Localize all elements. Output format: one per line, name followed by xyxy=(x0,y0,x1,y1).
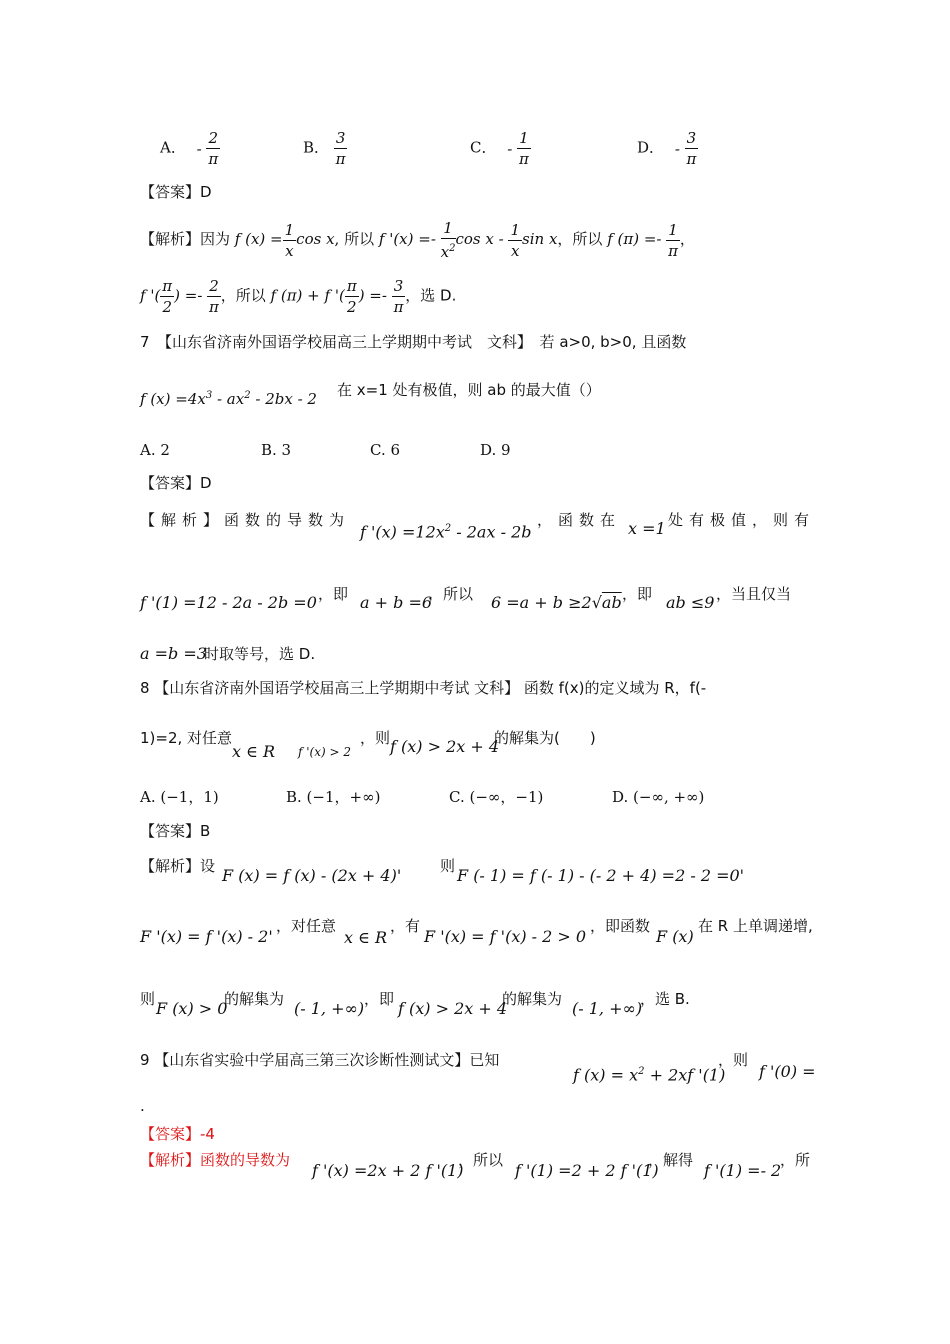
option-b-fraction: $\frac{3}{\pi}$ xyxy=(335,129,346,168)
q8-Fx: F (x) xyxy=(656,927,694,946)
option-b-label: B． xyxy=(303,138,330,157)
q8-ineq: f (x) > 2x + 4 xyxy=(390,737,500,756)
q7-analysis-a1: 【解析】函数的导数为 xyxy=(140,511,351,529)
q8-header: 8 【山东省济南外国语学校届高三上学期期中考试 文科】 函数 f(x)的定义域为 R，f(- xyxy=(140,679,707,697)
option-c-fraction: $\frac{1}{\pi}$ xyxy=(518,129,529,168)
q6-analysis-line1: 【解析】因为 f (x) = $\frac{1}{x}$ cos x, 所以 f '(x) =- $\frac{1}{x^2}$ cos x - $\frac{1}{x}$ sin x，所以 f (π) =- $\frac{1}{\pi}$ ， xyxy=(140,219,695,261)
q9-func: f $(x) = x^2 + 2xf$ '(1) xyxy=(573,1065,726,1085)
q8-option-b: B. (−1，+∞) xyxy=(286,788,381,806)
q8-set1: (- 1, +∞) xyxy=(294,999,365,1018)
q6-analysis-line2: f '( $\frac{\pi}{2}$ ) =- $\frac{2}{\pi}$ ，所以 f (π) + f '( $\frac{\pi}{2}$ ) =- $\frac{3}{\pi}$ ，选 D. xyxy=(140,277,457,316)
q9-analysis-a2: ，所以 xyxy=(458,1151,504,1169)
q7-option-c: C. 6 xyxy=(370,441,401,459)
q8-analysis-a1: 【解析】设 xyxy=(140,857,216,875)
q7-analysis-a5: ，所以 xyxy=(428,585,474,603)
q9-analysis-a1: 【解析】函数的导数为 xyxy=(140,1151,291,1169)
q8-analysis-c5: ，选 B. xyxy=(640,990,690,1008)
q7-condition: 在 x=1 处有极值，则 ab 的最大值（） xyxy=(337,381,601,399)
q8-line2c: 的解集为( ) xyxy=(494,729,596,747)
q7-ab: ab ≤9 xyxy=(666,593,715,612)
q7-option-d: D. 9 xyxy=(480,441,511,459)
q9-analysis-a4: ，所 xyxy=(780,1151,811,1169)
q9-deriv: f '(x) =2x + 2 f '(1) xyxy=(312,1161,464,1180)
q7-x-eq: x =1 xyxy=(628,519,666,538)
q8-analysis-b3: ，即函数 xyxy=(590,917,651,935)
option-d-fraction: $\frac{3}{\pi}$ xyxy=(686,129,697,168)
q9-result: f '(1) =- 2 xyxy=(704,1161,782,1180)
q8-option-c: C. (−∞，−1) xyxy=(449,788,544,806)
q9-f1: f '(1) =2 + 2 f '(1) xyxy=(515,1161,659,1180)
q7-analysis-a8: 时取等号，选 D. xyxy=(204,645,316,663)
q7-header: 7 【山东省济南外国语学校届高三上学期期中考试 文科】 若 a>0, b>0, 且函数 xyxy=(140,333,687,351)
q8-set2: (- 1, +∞) xyxy=(572,999,643,1018)
q9-f0: f '(0) = xyxy=(759,1062,816,1081)
q8-Fdef: F (x) = f (x) - (2x + 4)' xyxy=(222,866,402,885)
option-a: A． - $\frac{2}{\pi}$ xyxy=(160,129,219,168)
q8-Fprime: F '(x) = f '(x) - 2' xyxy=(140,927,273,946)
q7-option-a: A. 2 xyxy=(140,441,170,459)
q8-analysis-c4: 的解集为 xyxy=(502,990,563,1008)
q8-analysis-c1: 则 xyxy=(140,990,156,1008)
q7-equal: a =b =3 xyxy=(140,644,207,663)
q8-analysis-b2: ，有 xyxy=(390,917,421,935)
q8-Fpos: F (x) > 0 xyxy=(156,999,228,1018)
q8-ineq2: f (x) > 2x + 4 xyxy=(398,999,508,1018)
q8-answer: 【答案】B xyxy=(140,822,211,840)
q7-option-b: B. 3 xyxy=(261,441,292,459)
q9-answer: 【答案】-4 xyxy=(140,1125,215,1143)
option-a-label: A． xyxy=(160,138,186,157)
q7-analysis-a2: ，函数在 xyxy=(537,511,622,529)
q8-analysis-b1: ，对任意 xyxy=(276,917,337,935)
q6-answer: 【答案】D xyxy=(140,183,212,201)
option-b xyxy=(303,128,347,169)
q9-h2: ，则 xyxy=(718,1051,749,1069)
q7-derivative: f '$(x) =12x^2 - 2ax - 2b$ xyxy=(360,522,532,542)
q7-analysis-a6: ，即 xyxy=(622,585,653,603)
option-d-label: D． xyxy=(637,138,665,157)
q7-function: f $(x) =4x^3 - ax^2 - 2bx - 2$ xyxy=(140,390,317,408)
q8-line2a: 1)=2, 对任意 xyxy=(140,729,233,747)
q8-x-in-r-2: x ∈ R xyxy=(344,928,388,947)
q7-answer: 【答案】D xyxy=(140,474,212,492)
q8-analysis-c3: ，即 xyxy=(364,990,395,1008)
q8-option-d: D. (−∞, +∞) xyxy=(612,788,705,806)
option-c: C． - $\frac{1}{\pi}$ xyxy=(470,129,529,168)
q7-f1: f '(1) =12 - 2a - 2b =0 xyxy=(140,593,317,612)
q8-x-in-r: x ∈ R xyxy=(232,742,276,761)
q8-Fval: F (- 1) = f (- 1) - (- 2 + 4) =2 - 2 =0' xyxy=(457,866,745,885)
q9-dot: . xyxy=(140,1097,145,1115)
q8-fprime: f '(x) > 2 xyxy=(298,745,352,759)
q7-sum: a + b =6 xyxy=(360,593,433,612)
q7-analysis-a3: 处有极值，则有 xyxy=(668,511,816,529)
q7-ineq: 6 =a + b ≥2√ab xyxy=(491,593,622,612)
q7-analysis-a7: ，当且仅当 xyxy=(716,585,792,603)
q9-analysis-a3: ，解得 xyxy=(648,1151,694,1169)
q8-option-a: A. (−1，1) xyxy=(140,788,219,806)
q8-analysis-b4: 在 R 上单调递增, xyxy=(698,917,813,935)
q7-analysis-a4: ，即 xyxy=(318,585,349,603)
option-c-label: C． xyxy=(470,138,497,157)
q8-Fprime-pos: F '(x) = f '(x) - 2 > 0 xyxy=(424,927,587,946)
option-a-fraction: $\frac{2}{\pi}$ xyxy=(208,129,219,168)
q9-header: 9 【山东省实验中学届高三第三次诊断性测试文】已知 xyxy=(140,1051,500,1069)
q8-line2b: ，则 xyxy=(360,729,391,747)
q8-analysis-c2: 的解集为 xyxy=(224,990,285,1008)
option-d: D． - $\frac{3}{\pi}$ xyxy=(637,129,697,168)
q8-analysis-a2: 则 xyxy=(440,857,456,875)
